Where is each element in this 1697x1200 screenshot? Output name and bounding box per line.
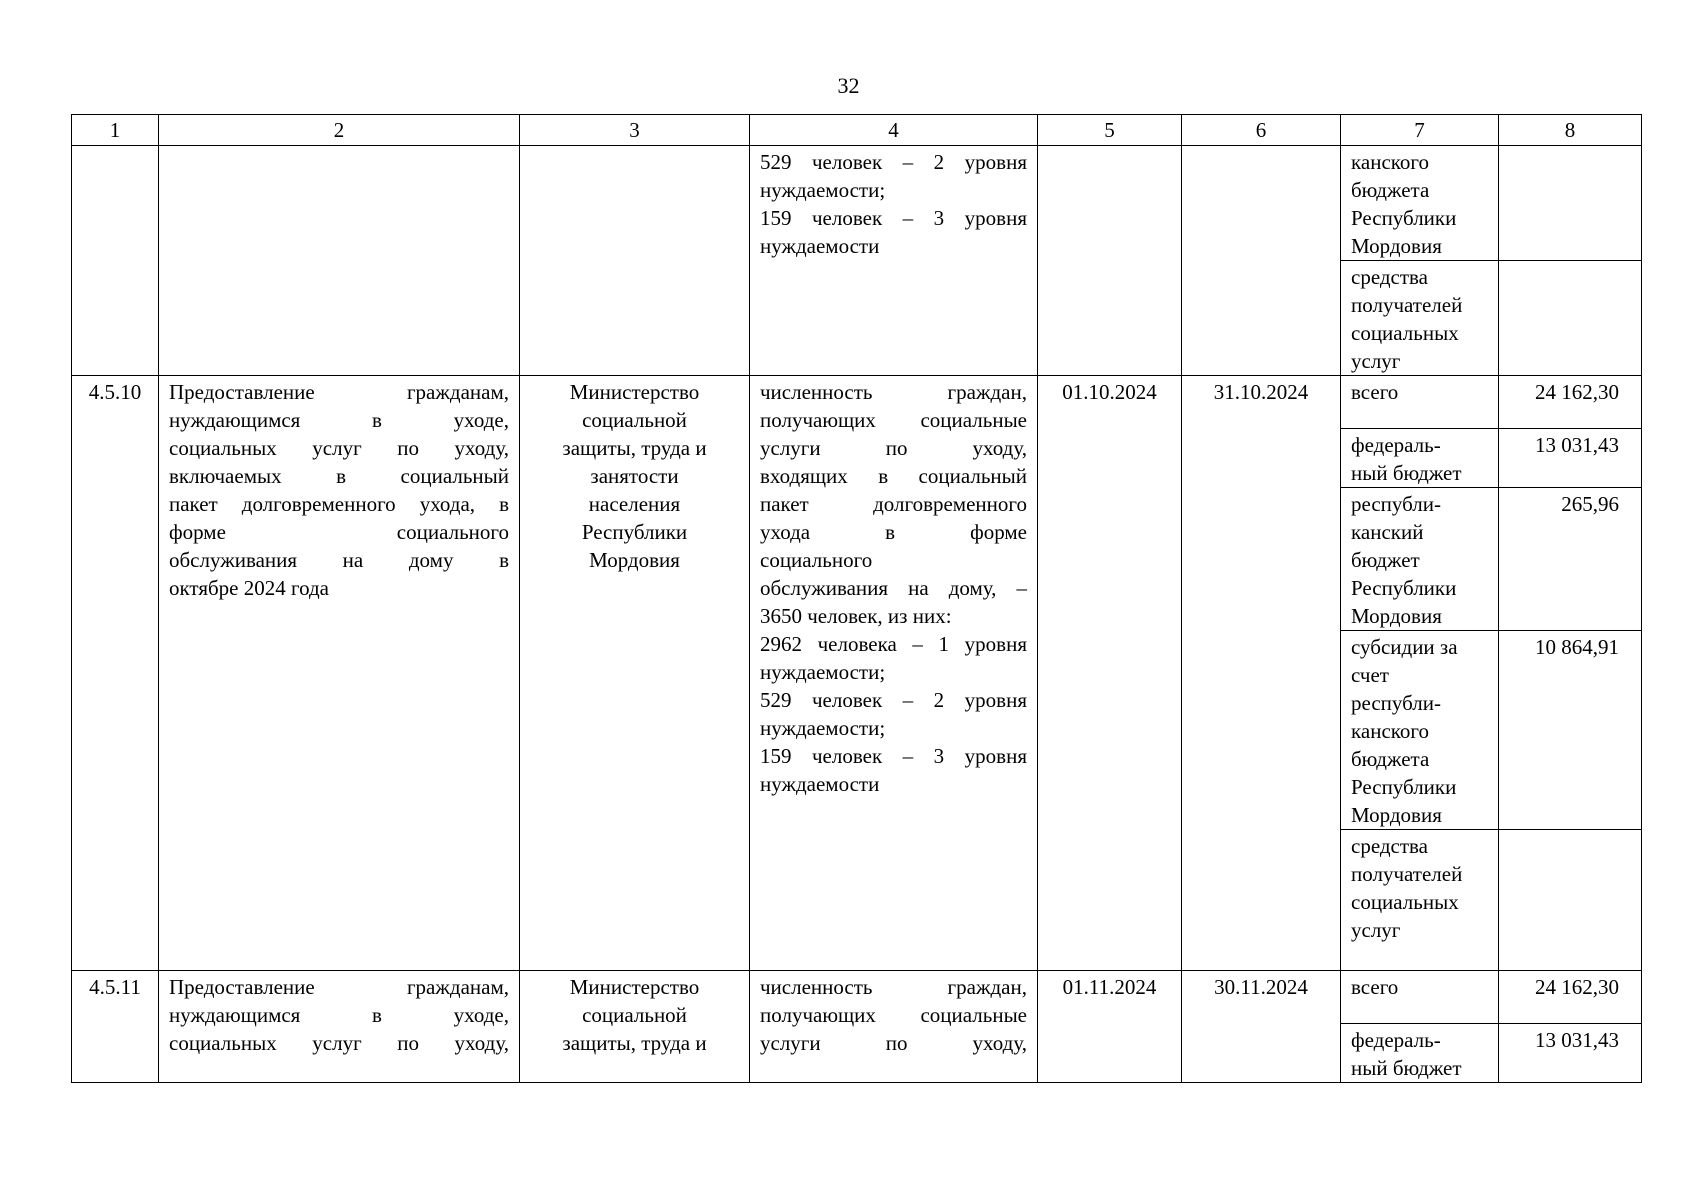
- executor-line: Республики: [581, 520, 688, 544]
- executor-line: социальной: [582, 408, 687, 432]
- funding-source-line: бюджета: [1351, 747, 1430, 771]
- funding-source-line: канского: [1351, 150, 1429, 174]
- amount-cell: 13 031,43: [1499, 1024, 1642, 1083]
- executor-cell: [520, 376, 750, 971]
- measure-line: форме социального: [169, 520, 509, 544]
- item-number: 4.5.10: [72, 376, 159, 971]
- start-date-cell: 01.10.2024: [1038, 376, 1182, 971]
- page-number: 32: [837, 73, 860, 98]
- funding-source-cell: всего: [1341, 376, 1499, 429]
- header-cell: 6: [1182, 115, 1341, 146]
- funding-source-line: средства: [1351, 265, 1429, 289]
- end-date-cell: 31.10.2024: [1182, 376, 1341, 971]
- measure-line: нуждающимся в уходе,: [169, 1003, 509, 1027]
- start-date-cell: 01.11.2024: [1038, 971, 1182, 1083]
- measure-line: нуждающимся в уходе,: [169, 408, 509, 432]
- header-cell: 5: [1038, 115, 1182, 146]
- funding-source-line: федераль-: [1351, 1028, 1441, 1052]
- indicator-line: 529 человек – 2 уровня: [760, 688, 1027, 712]
- start-date-cell: [1038, 146, 1182, 376]
- continuation-row: [72, 146, 1642, 261]
- funding-source-line: канский: [1351, 520, 1424, 544]
- funding-source-cell: [1341, 631, 1499, 830]
- indicator-line: численность граждан,: [760, 380, 1027, 404]
- indicator-line: 159 человек – 3 уровня: [760, 744, 1027, 768]
- indicator-line: 3650 человек, из них:: [760, 604, 952, 628]
- indicator-line: численность граждан,: [760, 975, 1027, 999]
- amount-cell: [1499, 830, 1642, 971]
- indicator-line: пакет долговременного: [760, 492, 1027, 516]
- measure-line: Предоставление гражданам,: [169, 380, 509, 404]
- funding-source-line: Мордовия: [1351, 803, 1442, 827]
- amount-cell: [1499, 261, 1642, 376]
- funding-source-cell: [1341, 830, 1499, 971]
- header-cell: 2: [159, 115, 520, 146]
- funding-source-line: субсидии за: [1351, 635, 1458, 659]
- indicator-line: услуги по уходу,: [760, 436, 1027, 460]
- funding-source-line: республи-: [1351, 492, 1441, 516]
- funding-source-line: средства: [1351, 834, 1429, 858]
- funding-source-line: получателей: [1351, 293, 1463, 317]
- executor-line: социальной: [582, 1003, 687, 1027]
- indicator-cell: [750, 971, 1038, 1083]
- funding-source-cell: [1341, 429, 1499, 488]
- end-date-cell: [1182, 146, 1341, 376]
- executor-cell: [520, 146, 750, 376]
- funding-source-line: Мордовия: [1351, 234, 1442, 258]
- measure-line: социальных услуг по уходу,: [169, 1031, 509, 1055]
- funding-source-line: социальных: [1351, 890, 1459, 914]
- funding-source-line: канского: [1351, 719, 1429, 743]
- funding-source-line: республи-: [1351, 691, 1441, 715]
- measure-line: октябре 2024 года: [169, 576, 329, 600]
- measure-line: пакет долговременного ухода, в: [169, 492, 509, 516]
- table-row: [72, 971, 1642, 1024]
- item-number: 4.5.11: [72, 971, 159, 1083]
- header-cell: 1: [72, 115, 159, 146]
- measure-line: Предоставление гражданам,: [169, 975, 509, 999]
- funding-source-line: получателей: [1351, 862, 1463, 886]
- funding-source-line: услуг: [1351, 349, 1401, 373]
- measure-line: социальных услуг по уходу,: [169, 436, 509, 460]
- indicator-line: получающих социальные: [760, 408, 1027, 432]
- num-cell: [72, 146, 159, 376]
- indicator-line: услуги по уходу,: [760, 1031, 1027, 1055]
- funding-source-line: Республики: [1351, 576, 1457, 600]
- indicator-line: 2962 человека – 1 уровня: [760, 632, 1027, 656]
- funding-source-line: Республики: [1351, 775, 1457, 799]
- measure-cell: [159, 146, 520, 376]
- funding-source-line: Мордовия: [1351, 604, 1442, 628]
- executor-line: защиты, труда и: [562, 436, 707, 460]
- program-table: [71, 114, 1642, 1083]
- header-row: [72, 115, 1642, 146]
- indicator-line: входящих в социальный: [760, 464, 1027, 488]
- funding-source-line: услуг: [1351, 918, 1401, 942]
- funding-source-cell: всего: [1341, 971, 1499, 1024]
- indicator-line: получающих социальные: [760, 1003, 1027, 1027]
- end-date-cell: 30.11.2024: [1182, 971, 1341, 1083]
- funding-source-cell: [1341, 488, 1499, 631]
- amount-cell: 24 162,30: [1499, 971, 1642, 1024]
- indicator-line: нуждаемости;: [760, 716, 886, 740]
- indicator-line: ухода в форме: [760, 520, 1027, 544]
- funding-source-cell: [1341, 146, 1499, 261]
- executor-line: Министерство: [569, 380, 700, 404]
- executor-line: населения: [588, 492, 681, 516]
- indicator-cell: [750, 146, 1038, 376]
- funding-source-line: социальных: [1351, 321, 1459, 345]
- indicator-line: социального: [760, 548, 873, 572]
- measure-cell: [159, 376, 520, 971]
- executor-line: Министерство: [569, 975, 700, 999]
- executor-line: Мордовия: [589, 548, 680, 572]
- amount-cell: [1499, 146, 1642, 261]
- executor-cell: [520, 971, 750, 1083]
- executor-line: занятости: [590, 464, 679, 488]
- table-row: [72, 376, 1642, 429]
- indicator-line: 159 человек – 3 уровня: [760, 206, 1027, 230]
- funding-source-line: бюджета: [1351, 178, 1430, 202]
- funding-source-line: счет: [1351, 663, 1389, 687]
- funding-source-line: ный бюджет: [1351, 1056, 1462, 1080]
- amount-cell: 13 031,43: [1499, 429, 1642, 488]
- funding-source-line: федераль-: [1351, 433, 1441, 457]
- indicator-line: обслуживания на дому, –: [760, 576, 1027, 600]
- funding-source-cell: [1341, 261, 1499, 376]
- indicator-cell: [750, 376, 1038, 971]
- indicator-line: нуждаемости: [760, 772, 880, 796]
- header-cell: 4: [750, 115, 1038, 146]
- measure-line: включаемых в социальный: [169, 464, 509, 488]
- amount-cell: 10 864,91: [1499, 631, 1642, 830]
- indicator-line: нуждаемости;: [760, 178, 886, 202]
- indicator-line: нуждаемости;: [760, 660, 886, 684]
- measure-cell: [159, 971, 520, 1083]
- funding-source-line: Республики: [1351, 206, 1457, 230]
- indicator-line: 529 человек – 2 уровня: [760, 150, 1027, 174]
- header-cell: 7: [1341, 115, 1499, 146]
- funding-source-line: бюджет: [1351, 548, 1420, 572]
- funding-source-line: ный бюджет: [1351, 461, 1462, 485]
- amount-cell: 24 162,30: [1499, 376, 1642, 429]
- funding-source-cell: [1341, 1024, 1499, 1083]
- measure-line: обслуживания на дому в: [169, 548, 509, 572]
- amount-cell: 265,96: [1499, 488, 1642, 631]
- executor-line: защиты, труда и: [562, 1031, 707, 1055]
- header-cell: 8: [1499, 115, 1642, 146]
- indicator-line: нуждаемости: [760, 234, 880, 258]
- header-cell: 3: [520, 115, 750, 146]
